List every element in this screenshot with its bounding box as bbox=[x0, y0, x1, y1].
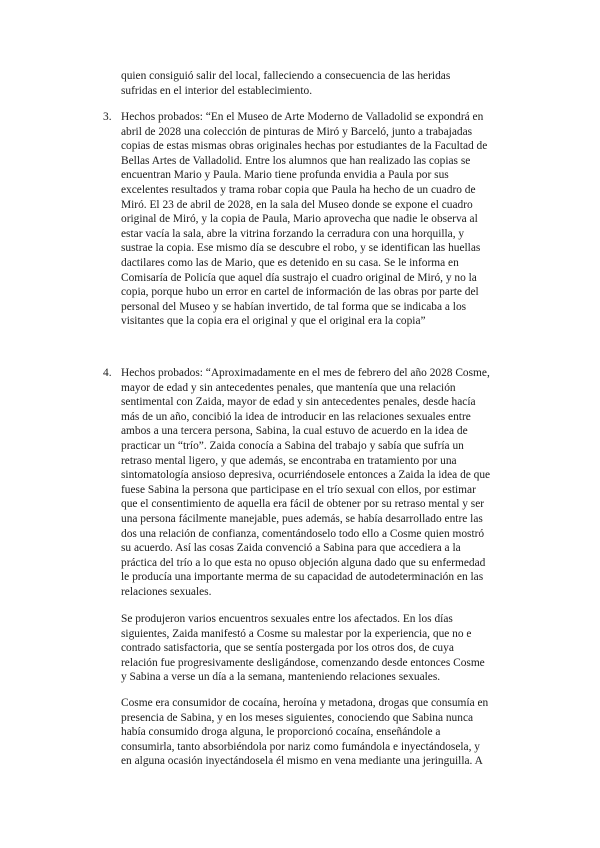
text-line: ambos a una tercera persona, Sabina, la cual estuvo de acuerdo en la idea de bbox=[121, 425, 468, 438]
text-line: le producía una importante merma de su capacidad de autodeterminación en las bbox=[121, 571, 484, 584]
text-line: relación fue progresivamente desligándose, comenzando desde entonces Cosme bbox=[121, 656, 485, 669]
text-line: siguientes, Zaida manifestó a Cosme su malestar por la experiencia, que no e bbox=[121, 627, 472, 640]
text-line: abril de 2028 una colección de pinturas de Miró y Barceló, junto a trabajadas bbox=[121, 125, 473, 138]
text-line: Hechos probados: “Aproximadamente en el mes de febrero del año 2028 Cosme, bbox=[121, 367, 490, 379]
text-line: práctica del trío a lo que esta no opuso objeción alguna dado que su enfermedad bbox=[121, 556, 486, 569]
text-line: contrado satisfactoria, que se sentía postergada por los otros dos, de cuya bbox=[121, 642, 454, 655]
text-line: Bellas Artes de Valladolid. Entre los alumnos que han realizado las copias se bbox=[121, 154, 471, 167]
text-line: copia, porque hubo un error en cartel de información de las obras por parte del bbox=[121, 286, 479, 299]
text-line: consumirla, tanto absorbiéndola por nariz como fumándola e inyectándosela, y bbox=[121, 740, 481, 753]
text-line: copias de estas mismas obras originales hechas por estudiantes de la Facultad de bbox=[121, 140, 488, 153]
text-line: y Sabina a verse un día a la semana, manteniendo relaciones sexuales. bbox=[121, 671, 441, 684]
text-line: sustrae la copia. Ese mismo día se descubre el robo, y se identifican las huellas bbox=[121, 242, 481, 255]
text-line: en alguna ocasión inyectándosela él mismo en vena mediante una jeringuilla. A bbox=[121, 755, 483, 768]
text-line: más de un año, concibió la idea de introducir en las relaciones sexuales entre bbox=[121, 410, 471, 423]
item-3-paragraph bbox=[121, 110, 493, 329]
text-line: dactilares como las de Mario, que es detenido en su casa. Se le informa en bbox=[121, 256, 459, 269]
text-line: visitantes que la copia era el original y que el original era la copia” bbox=[121, 315, 426, 328]
continuation-paragraph bbox=[121, 69, 493, 98]
text-line: original de Miró, y la copia de Paula, Mario aprovecha que nadie le observa al bbox=[121, 213, 478, 226]
text-line: Hechos probados: “En el Museo de Arte Moderno de Valladolid se expondrá en bbox=[121, 111, 484, 123]
text-line: mayor de edad y sin antecedentes penales, que mantenía que una relación bbox=[121, 381, 456, 394]
item-4-paragraph-3 bbox=[121, 696, 493, 769]
text-line: fuese Sabina la persona que participase en el trío sexual con ellos, por estimar bbox=[121, 483, 476, 496]
text-line: sufridas en el interior del establecimiento. bbox=[121, 84, 313, 97]
text-line: Miró. El 23 de abril de 2028, en la sala del Museo donde se expone el cuadro bbox=[121, 198, 473, 211]
text-line: que el consentimiento de aquella era fácil de obtener por su retraso mental y ser bbox=[121, 498, 485, 511]
text-line: quien consiguió salir del local, falleciendo a consecuencia de las heridas bbox=[121, 70, 451, 82]
text-line: su acuerdo. Así las cosas Zaida convenció a Sabina para que accediera a la bbox=[121, 542, 461, 555]
text-line: Se produjeron varios encuentros sexuales entre los afectados. En los días bbox=[121, 613, 453, 625]
text-line: encuentran Mario y Paula. Mario tiene profunda envidia a Paula por sus bbox=[121, 169, 449, 182]
text-line: Comisaría de Policía que aquel día sustrajo el cuadro original de Miró, y no la bbox=[121, 271, 477, 284]
text-line: sintomatología ansioso depresiva, ocurriéndosele entonces a Zaida la idea de que bbox=[121, 469, 491, 482]
text-line: sentimental con Zaida, mayor de edad y sin antecedentes penales, desde hacía bbox=[121, 396, 476, 409]
text-line: estar vacía la sala, abre la vitrina forzando la cerradura con una horquilla, y bbox=[121, 227, 465, 240]
text-line: dos una relación de confianza, comentándoselo todo ello a Cosme quien mostró bbox=[121, 527, 485, 540]
text-line: Cosme era consumidor de cocaína, heroína y metadona, drogas que consumía en bbox=[121, 697, 489, 709]
item-3-number: 3. bbox=[103, 111, 112, 123]
text-line: una persona fácilmente manejable, pues además, se había desarrollado entre las bbox=[121, 512, 483, 525]
item-4-paragraph-1 bbox=[121, 366, 493, 600]
text-line: había consumido droga alguna, le proporcionó cocaína, enseñándole a bbox=[121, 726, 441, 739]
item-4-paragraph-2 bbox=[121, 612, 493, 685]
text-line: relaciones sexuales. bbox=[121, 585, 212, 598]
text-line: presencia de Sabina, y en los meses siguientes, conociendo que Sabina nunca bbox=[121, 711, 474, 724]
text-line: excelentes resultados y trama robar copia que Paula ha hecho de un cuadro de bbox=[121, 183, 476, 196]
text-line: retraso mental ligero, y que además, se encontraba en tratamiento por una bbox=[121, 454, 457, 467]
text-line: practicar un “trío”. Zaida conocía a Sabina del trabajo y sabía que sufría un bbox=[121, 439, 464, 452]
text-line: personal del Museo y se habían invertido, de tal forma que se indicaba a los bbox=[121, 300, 467, 313]
item-4-number: 4. bbox=[103, 367, 112, 379]
